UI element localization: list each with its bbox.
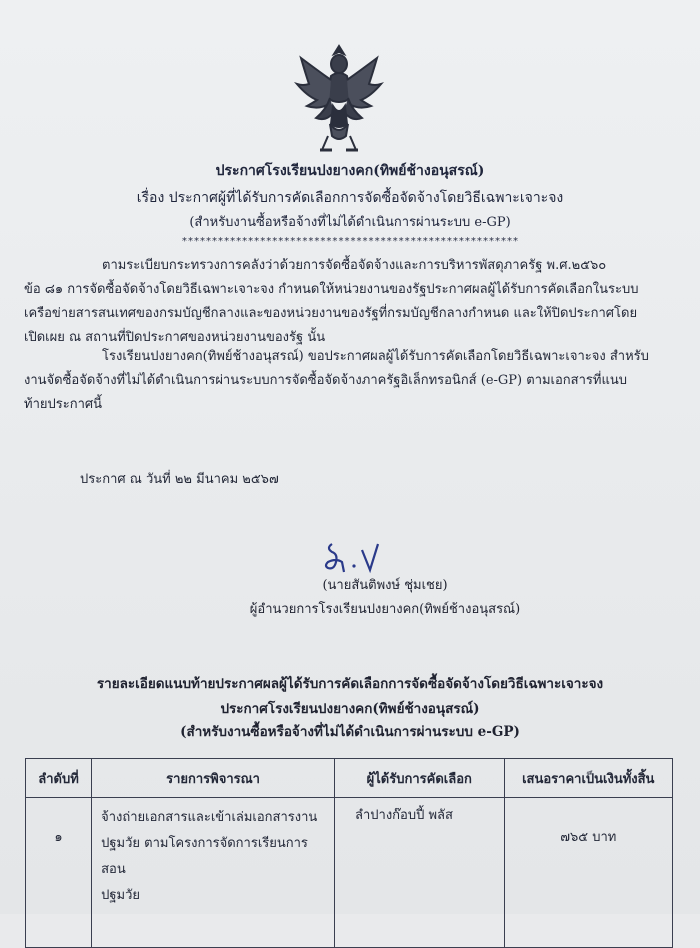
item-line: จ้างถ่ายเอกสารและเข้าเล่มเอกสารงาน <box>101 810 318 825</box>
row-vendor: ลำปางก๊อบปี้ พลัส <box>335 798 505 948</box>
text-line: โรงเรียนปงยางคก(ทิพย์ช้างอนุสรณ์) ขอประกาศผลผู้ได้รับการคัดเลือกโดยวิธีเฉพาะเจาะจง สำหรับ <box>102 349 649 364</box>
text-line: เครือข่ายสารสนเทศของกรมบัญชีกลางและของหน่วยงานของรัฐที่กรมบัญชีกลางกำหนด และให้ปิดประกาศโดย <box>24 306 638 321</box>
garuda-emblem-icon <box>290 40 388 158</box>
header-item: รายการพิจารณา <box>92 759 335 798</box>
attachment-scope: (สำหรับงานซื้อหรือจ้างที่ไม่ได้ดำเนินการผ่านระบบ e-GP) <box>180 724 520 740</box>
table-row <box>26 798 673 948</box>
document-scope: (สำหรับงานซื้อหรือจ้างที่ไม่ได้ดำเนินการผ่านระบบ e-GP) <box>189 215 511 230</box>
paragraph-regulation <box>24 254 642 350</box>
divider: ******************************************************** <box>181 236 519 247</box>
item-line: ปฐมวัย ตามโครงการจัดการเรียนการสอน <box>101 836 308 877</box>
header-number: ลำดับที่ <box>26 759 92 798</box>
item-line: ปฐมวัย <box>101 888 141 903</box>
document-subject: เรื่อง ประกาศผู้ที่ได้รับการคัดเลือกการจัดซื้อจัดจ้างโดยวิธีเฉพาะเจาะจง <box>136 190 564 206</box>
signer-position: ผู้อำนวยการโรงเรียนปงยางคก(ทิพย์ช้างอนุสรณ์) <box>249 602 521 617</box>
header-price: เสนอราคาเป็นเงินทั้งสิ้น <box>504 759 672 798</box>
document-title: ประกาศโรงเรียนปงยางคก(ทิพย์ช้างอนุสรณ์) <box>215 163 485 179</box>
text-line: ข้อ ๘๑ การจัดซื้อจัดจ้างโดยวิธีเฉพาะเจาะจง กำหนดให้หน่วยงานของรัฐประกาศผลผู้ได้รับการคัดเลือกในระบบ <box>24 282 639 297</box>
table-header-row <box>26 759 673 798</box>
attachment-title: รายละเอียดแนบท้ายประกาศผลผู้ได้รับการคัดเลือกการจัดซื้อจัดจ้างโดยวิธีเฉพาะเจาะจง <box>96 676 604 692</box>
text-line: เปิดเผย ณ สถานที่ปิดประกาศของหน่วยงานของรัฐ นั้น <box>24 330 326 345</box>
signature-image <box>312 536 392 576</box>
header-vendor: ผู้ได้รับการคัดเลือก <box>335 759 505 798</box>
row-price: ๗๖๕ บาท <box>504 798 672 948</box>
signer-name: (นายสันติพงษ์ ชุ่มเชย) <box>322 578 448 593</box>
text-line: งานจัดซื้อจัดจ้างที่ไม่ได้ดำเนินการผ่านระบบการจัดซื้อจัดจ้างภาครัฐอิเล็กทรอนิกส์ (e-GP) ตามเอกสารที่แนบ <box>24 373 627 388</box>
attachment-subtitle: ประกาศโรงเรียนปงยางคก(ทิพย์ช้างอนุสรณ์) <box>220 701 480 717</box>
paragraph-announcement <box>24 345 649 417</box>
text-line: ตามระเบียบกระทรวงการคลังว่าด้วยการจัดซื้อจัดจ้างและการบริหารพัสดุภาครัฐ พ.ศ.๒๕๖๐ <box>102 258 607 273</box>
row-number: ๑ <box>26 798 92 948</box>
results-table <box>25 758 673 948</box>
announce-date: ประกาศ ณ วันที่ ๒๒ มีนาคม ๒๕๖๗ <box>80 472 279 487</box>
text-line: ท้ายประกาศนี้ <box>24 397 103 412</box>
row-item <box>92 798 335 948</box>
